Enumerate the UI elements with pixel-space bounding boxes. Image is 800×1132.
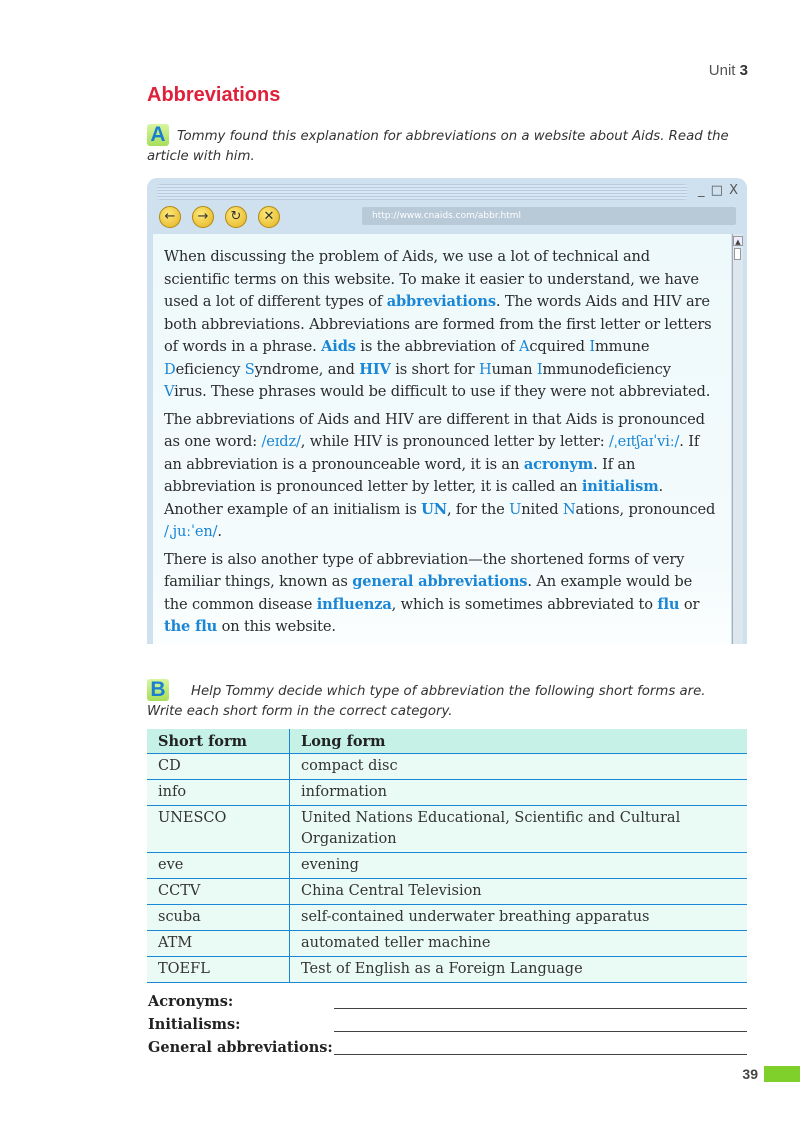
- keyword-initialism: initialism: [581, 478, 659, 495]
- refresh-icon[interactable]: ↻: [225, 206, 247, 228]
- back-arrow-icon[interactable]: ←: [159, 206, 181, 228]
- phonetic-hiv: /ˌeɪtʃaɪˈviː/: [609, 433, 680, 450]
- general-abbreviations-label: General abbreviations:: [148, 1039, 333, 1056]
- long-form-cell: United Nations Educational, Scientific and Cultural Organization: [290, 806, 748, 853]
- address-bar[interactable]: http://www.cnaids.com/abbr.html: [362, 207, 736, 225]
- window-controls[interactable]: _ □ X: [698, 183, 739, 198]
- answer-row-acronyms: [147, 993, 747, 1016]
- scrollbar[interactable]: [732, 234, 743, 644]
- long-form-cell: automated teller machine: [290, 931, 748, 957]
- scroll-up-icon[interactable]: ▲: [733, 236, 743, 246]
- article-paragraph-3: There is also another type of abbreviation—the shortened forms of very familiar things, known as general abbreviations. An example would be the common disease influenza, which is sometimes abbreviated to flu or the flu on this website.: [164, 550, 700, 635]
- short-form-cell: CD: [147, 754, 290, 780]
- page-tab-decoration: [764, 1066, 800, 1082]
- table-header-row: [147, 729, 747, 754]
- scroll-thumb[interactable]: [734, 248, 741, 260]
- section-a-instruction-text: Tommy found this explanation for abbreviations on a website about Aids. Read the article with him.: [147, 129, 729, 164]
- abbreviation-table: [147, 729, 747, 983]
- keyword-the-flu: the flu: [164, 618, 218, 635]
- stop-icon[interactable]: ✕: [258, 206, 280, 228]
- browser-title-bar: [157, 184, 687, 200]
- column-header-long-form: Long form: [290, 729, 748, 754]
- keyword-aids: Aids: [321, 338, 356, 355]
- acronyms-label: Acronyms:: [148, 993, 234, 1010]
- table-row: [147, 853, 747, 879]
- keyword-un: UN: [421, 500, 447, 518]
- page-title: Abbreviations: [147, 84, 281, 106]
- section-a-instruction: [147, 127, 732, 167]
- initialisms-label: Initialisms:: [148, 1016, 241, 1033]
- table-row: [147, 780, 747, 806]
- unit-word: Unit: [708, 62, 736, 79]
- section-b-badge: B: [147, 679, 169, 701]
- keyword-hiv: HIV: [359, 360, 391, 378]
- short-form-cell: info: [147, 780, 290, 806]
- unit-label: [709, 62, 748, 79]
- table-row: [147, 905, 747, 931]
- unit-number: 3: [739, 62, 748, 79]
- short-form-cell: ATM: [147, 931, 290, 957]
- section-b-instruction: [147, 682, 732, 722]
- short-form-cell: UNESCO: [147, 806, 290, 853]
- short-form-cell: eve: [147, 853, 290, 879]
- short-form-cell: CCTV: [147, 879, 290, 905]
- section-a-badge: A: [147, 124, 169, 146]
- long-form-cell: information: [290, 780, 748, 806]
- long-form-cell: self-contained underwater breathing apparatus: [290, 905, 748, 931]
- keyword-general-abbreviations: general abbreviations: [352, 573, 528, 590]
- keyword-influenza: influenza: [316, 595, 392, 613]
- long-form-cell: Test of English as a Foreign Language: [290, 957, 748, 983]
- general-abbreviations-answer-line[interactable]: [334, 1054, 747, 1055]
- short-form-cell: TOEFL: [147, 957, 290, 983]
- keyword-flu: flu: [657, 595, 680, 613]
- long-form-cell: evening: [290, 853, 748, 879]
- short-form-cell: scuba: [147, 905, 290, 931]
- phonetic-aids: /eɪdz/: [261, 433, 301, 450]
- page-number: 39: [742, 1066, 758, 1082]
- table-row: [147, 754, 747, 780]
- table-row: [147, 806, 747, 853]
- long-form-cell: compact disc: [290, 754, 748, 780]
- article-paragraph-2: The abbreviations of Aids and HIV are different in that Aids is pronounced as one word: /eɪdz/, while HIV is pronounced letter by letter: /ˌeɪtʃaɪˈviː/. If an abbreviation is a pronounceable word, it is an acronym. If an abbreviation is pronounced letter by letter, it is called an initialism. Another example of an initialism is UN, for the United Nations, pronounced /ˌjuːˈen/.: [164, 410, 716, 540]
- article: [164, 246, 716, 644]
- table-row: [147, 957, 747, 983]
- long-form-cell: China Central Television: [290, 879, 748, 905]
- answer-row-initialisms: [147, 1016, 747, 1039]
- article-paragraph-1: When discussing the problem of Aids, we use a lot of technical and scientific terms on this website. To make it easier to understand, we have used a lot of different types of abbreviations. The words Aids and HIV are both abbreviations. Abbreviations are formed from the first letter or letters of words in a phrase. Aids is the abbreviation of Acquired Immune Deficiency Syndrome, and HIV is short for Human Immunodeficiency Virus. These phrases would be difficult to use if they were not abbreviated.: [164, 248, 712, 400]
- browser-window: [147, 178, 747, 644]
- keyword-acronym: acronym: [523, 455, 594, 473]
- initialisms-answer-line[interactable]: [334, 1031, 747, 1032]
- column-header-short-form: Short form: [147, 729, 290, 754]
- section-b-instruction-text: Help Tommy decide which type of abbreviation the following short forms are. Write each short form in the correct category.: [147, 684, 706, 719]
- acronyms-answer-line[interactable]: [334, 1008, 747, 1009]
- answer-row-general: [147, 1039, 747, 1062]
- answer-section: [147, 993, 747, 1062]
- table-row: [147, 879, 747, 905]
- phonetic-un: /ˌjuːˈen/: [164, 523, 218, 540]
- table-row: [147, 931, 747, 957]
- forward-arrow-icon[interactable]: →: [192, 206, 214, 228]
- keyword-abbreviations: abbreviations: [386, 293, 496, 310]
